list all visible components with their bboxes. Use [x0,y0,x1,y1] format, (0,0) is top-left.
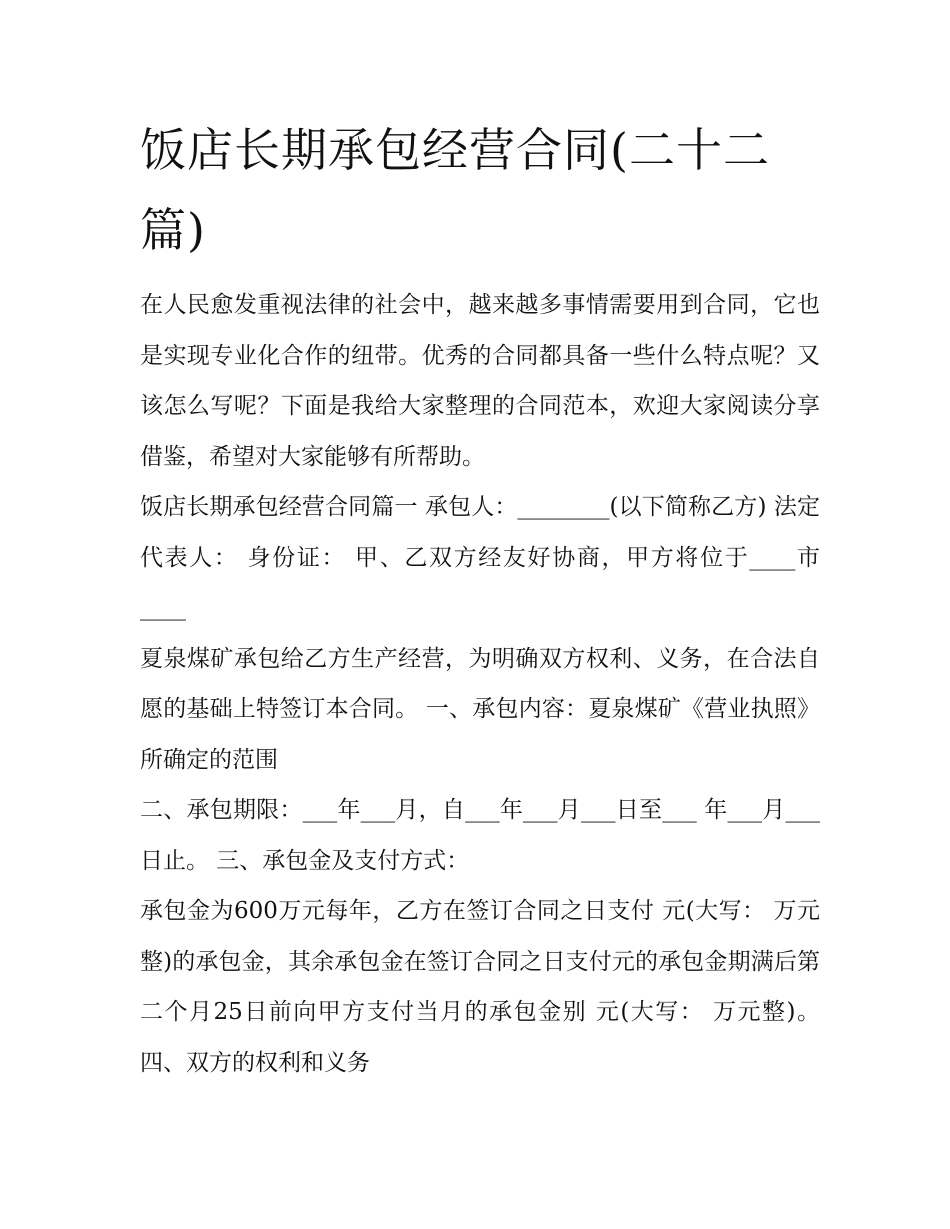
intro-paragraph: 在人民愈发重视法律的社会中，越来越多事情需要用到合同，它也是实现专业化合作的纽带。优秀的合同都具备一些什么特点呢？又该怎么写呢？下面是我给大家整理的合同范本，欢迎大家阅读分享借鉴，希望对大家能够有所帮助。 [140,292,820,470]
document-page [140,110,820,1088]
contract-content-paragraph: 夏泉煤矿承包给乙方生产经营，为明确双方权利、义务，在合法自愿的基础上特签订本合同。 一、承包内容：夏泉煤矿《营业执照》所确定的范围 [140,645,820,773]
contract-payment-paragraph: 承包金为600万元每年，乙方在签订合同之日支付 元(大写： 万元整)的承包金，其余承包金在签订合同之日支付元的承包金期满后第二个月25日前向甲方支付当月的承包金别 元(大写： 万元整)。 四、双方的权利和义务 [140,898,820,1076]
contract-parties-paragraph: 饭店长期承包经营合同篇一 承包人：________(以下简称乙方) 法定代表人： 身份证： 甲、乙双方经友好协商，甲方将位于____市 ____ [140,494,820,621]
contract-term-paragraph: 二、承包期限：___年___月，自___年___月___日至___ 年___月___日止。 三、承包金及支付方式： [140,797,820,874]
document-title: 饭店长期承包经营合同(二十二篇) [140,123,770,257]
